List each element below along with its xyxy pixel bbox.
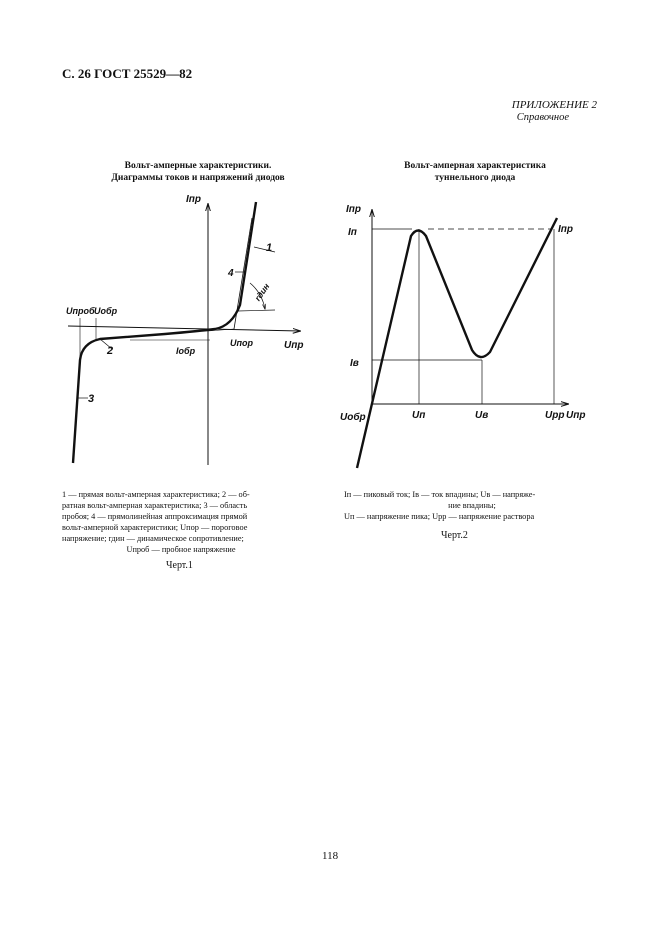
fig2-label-ipr-point: Iпр — [558, 224, 573, 235]
fig1-label-uobr: Uобр — [94, 306, 118, 316]
fig2-label-upr: Uпр — [566, 410, 586, 421]
page-header: С. 26 ГОСТ 25529—82 — [62, 66, 193, 81]
fig1-label-curve4: 4 — [228, 268, 234, 279]
fig1-label-ipr: Iпр — [186, 194, 201, 205]
fig1-x-axis — [68, 326, 300, 331]
fig2-vac-curve — [357, 218, 557, 468]
fig1-caption-line: напряжение; rдин — динамическое сопротивление; — [62, 534, 244, 543]
figure1-title-line1: Вольт-амперные характеристики. — [124, 161, 272, 171]
fig1-rdin-horizontal — [238, 310, 275, 311]
fig2-caption-line: Uп — напряжение пика; Uрр — напряжение раствора — [344, 512, 535, 521]
fig2-label-iv: Iв — [350, 358, 359, 369]
fig1-label-iobr: Iобр — [176, 346, 196, 356]
fig1-label-rdin: rдин — [252, 281, 272, 303]
fig2-label-ip: Iп — [348, 227, 357, 238]
fig1-vac-curve — [73, 202, 256, 463]
figure1-diagram — [66, 194, 303, 465]
fig2-label-up: Uп — [412, 410, 426, 421]
fig1-label-curve3: 3 — [88, 393, 95, 405]
fig1-approx-line — [234, 218, 252, 329]
appendix-title: ПРИЛОЖЕНИЕ 2 — [511, 99, 597, 111]
fig2-label-ipr: Iпр — [346, 204, 361, 215]
fig1-caption-line: пробоя; 4 — прямолинейная аппроксимация прямой — [62, 512, 248, 521]
figure1-number: Черт.1 — [166, 560, 193, 571]
fig1-caption-line: Uпроб — пробное напряжение — [126, 545, 236, 554]
fig1-caption-line: ратная вольт-амперная характеристика; 3 — область — [62, 501, 248, 510]
fig1-label-uprob: Uпроб — [66, 306, 95, 316]
fig1-label-upr: Uпр — [284, 340, 304, 351]
page-number: 118 — [322, 850, 339, 862]
figure2-caption — [344, 489, 600, 522]
figure2-diagram — [340, 204, 585, 468]
figure2-number: Черт.2 — [441, 530, 468, 541]
figure2-title-line2: туннельного диода — [434, 173, 516, 183]
fig1-caption-line: 1 — прямая вольт-амперная характеристика; 2 — об- — [62, 490, 250, 499]
appendix-subtitle: Справочное — [516, 112, 569, 123]
fig2-label-uobr: Uобр — [340, 412, 366, 423]
figure1-caption — [62, 489, 300, 555]
fig1-label-curve2: 2 — [107, 345, 114, 357]
fig1-label-curve1: 1 — [266, 242, 273, 254]
fig1-caption-line: вольт-амперной характеристики; Uпор — пороговое — [62, 523, 248, 532]
figure1-title-line2: Диаграммы токов и напряжений диодов — [111, 173, 285, 183]
fig2-label-uv: Uв — [475, 410, 489, 421]
fig1-label-upor: Uпор — [230, 338, 253, 348]
fig2-label-urr: Uрр — [545, 410, 565, 421]
figure2-title-line1: Вольт-амперная характеристика — [404, 161, 546, 171]
fig2-caption-line: Iп — пиковый ток; Iв — ток впадины; Uв — напряже- — [344, 490, 536, 499]
fig2-caption-line: ние впадины; — [448, 501, 496, 510]
